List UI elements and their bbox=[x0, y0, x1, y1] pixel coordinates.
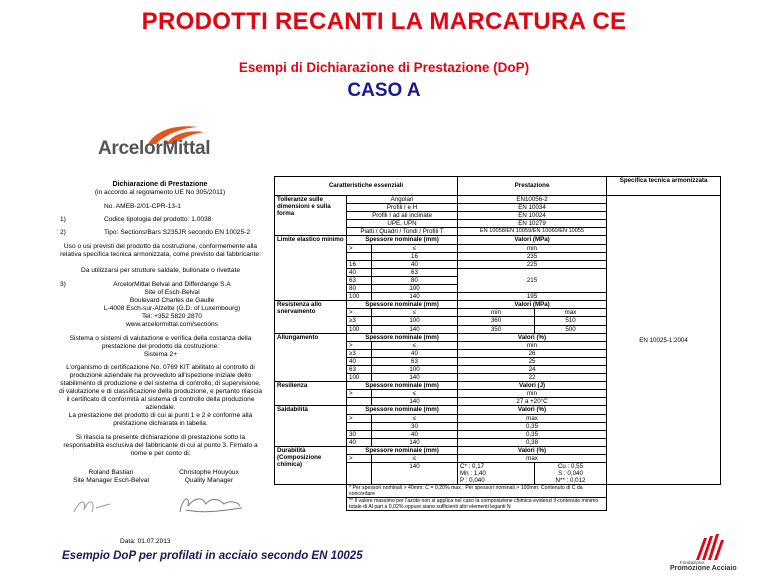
yield-from: 63 bbox=[347, 276, 372, 284]
yield-value: 215 bbox=[458, 268, 607, 292]
elongation-value: 26 bbox=[458, 349, 607, 357]
intended-use: Uso o usi previsti del prodotto da costruzione, conformemente alla relativa specifica tecnica armonizzata, come previsto dal fabbricante: bbox=[60, 243, 261, 258]
manufacturer-line: L-4008 Esch-sur-Alzette (G.D. of Luxembourg) bbox=[103, 305, 241, 312]
spec-value: EN 10025-1:2004 bbox=[607, 196, 721, 485]
signer-1 bbox=[62, 469, 160, 485]
elongation-from: 63 bbox=[347, 365, 372, 373]
resilience-from bbox=[347, 398, 372, 406]
thickness-le: ≤ bbox=[372, 455, 458, 463]
tolerance-product: Piatti / Quadri / Tondi / Profili T bbox=[347, 228, 458, 236]
composition-left bbox=[458, 463, 535, 485]
elongation-from: 100 bbox=[347, 374, 372, 382]
manufacturer-line: Boulevard Charles de Gaulle bbox=[129, 297, 215, 304]
declaration-title: Dichiarazione di Prestazione bbox=[112, 181, 208, 188]
weld-value: 0,35 bbox=[458, 422, 607, 430]
value-max: max bbox=[458, 414, 607, 422]
composition-c: C* : 0,17 bbox=[460, 463, 485, 471]
header-spec: Specifica tecnica armonizzata bbox=[607, 177, 721, 196]
resilience-to: 140 bbox=[372, 398, 458, 406]
tolerance-standard: EN10056-2 bbox=[458, 196, 607, 204]
thickness-header: Spessore nominale (mm) bbox=[347, 301, 458, 309]
durability-from bbox=[347, 463, 372, 485]
intended-use-line: Da utilizzarsi per strutture saldate, bullonate o rivettate bbox=[80, 267, 241, 274]
resilience-label: Resilienza bbox=[275, 382, 347, 406]
elongation-to: 63 bbox=[372, 357, 458, 365]
resilience-value: 27 a +20°C bbox=[458, 398, 607, 406]
elongation-from: ≥3 bbox=[347, 349, 372, 357]
steel-stripes-icon bbox=[690, 534, 730, 560]
yield-to: 100 bbox=[372, 285, 458, 293]
assessment-system: Sistema o sistemi di valutazione e verifica della costanza della prestazione del prodotto da costruzione: bbox=[69, 335, 252, 350]
product-code: Codice tipologia del prodotto: 1.0038 bbox=[104, 216, 212, 223]
tolerance-product: Angolari bbox=[347, 196, 458, 204]
fpa-line-2: Promozione Acciaio bbox=[670, 565, 737, 572]
tensile-max: 500 bbox=[535, 325, 607, 333]
tolerance-standard: EN 10024 bbox=[458, 212, 607, 220]
slide-caption: Esempio DoP per profilati in acciaio secondo EN 10025 bbox=[62, 550, 363, 562]
elongation-from: 40 bbox=[347, 357, 372, 365]
weldability-label: Saldabilità bbox=[275, 406, 347, 446]
manufacturer-line: ArcelorMittal Belval and Differdange S.A bbox=[113, 281, 231, 288]
weld-from: 40 bbox=[347, 438, 372, 446]
thickness-header: Spessore nominale (mm) bbox=[347, 406, 458, 414]
yield-to: 40 bbox=[372, 260, 458, 268]
values-header: Valori (%) bbox=[458, 446, 607, 454]
tolerance-product: Profili I e H bbox=[347, 204, 458, 212]
weld-to: 140 bbox=[372, 438, 458, 446]
yield-from: 16 bbox=[347, 260, 372, 268]
conformity-statement: La prestazione del prodotto di cui ai punti 1 e 2 è conforme alla prestazione dichiarata in tabella. bbox=[68, 412, 253, 427]
value-max: max bbox=[535, 309, 607, 317]
signer-1-name: Roland Bastian bbox=[88, 469, 134, 476]
elongation-value: 25 bbox=[458, 357, 607, 365]
case-title: CASO A bbox=[347, 80, 421, 101]
signer-2 bbox=[160, 469, 258, 485]
yield-label: Limite elastico minimo bbox=[275, 236, 347, 301]
notified-body: L'organismo di certificazione No. 0769 KIT abilitato al controllo di produzione aziendale ha provveduto all'ispezione iniziale dello stabilimento di produzione e del sistema di controllo, di supervisione, di valutazione e di classificazione della produzione, e pertanto rilascia il certificato di conformità al sistema di controllo della produzione aziendale. bbox=[58, 364, 263, 411]
tensile-to: 140 bbox=[372, 325, 458, 333]
thickness-gt: > bbox=[347, 390, 372, 398]
thickness-gt: > bbox=[347, 309, 372, 317]
thickness-gt: > bbox=[347, 341, 372, 349]
values-header: Valori (MPa) bbox=[458, 236, 607, 244]
yield-value: 235 bbox=[458, 252, 607, 260]
declaration-date: Data: 01.07.2013 bbox=[120, 538, 171, 545]
tensile-to: 100 bbox=[372, 317, 458, 325]
yield-to: 140 bbox=[372, 293, 458, 301]
elongation-label: Allungamento bbox=[275, 333, 347, 382]
elongation-to: 40 bbox=[372, 349, 458, 357]
composition-s: S : 0,040 bbox=[558, 470, 583, 478]
thickness-le: ≤ bbox=[372, 244, 458, 252]
yield-from: 80 bbox=[347, 285, 372, 293]
page-subtitle: Esempi di Dichiarazione di Prestazione (DoP) bbox=[238, 60, 530, 75]
signer-2-role: Quality Manager bbox=[184, 477, 234, 484]
value-min: min bbox=[458, 341, 607, 349]
composition-right bbox=[535, 463, 607, 485]
note-2: ** Il valore massimo per l'azoto non si applica nel caso la composizione chimica evidenzi il contenuto minimo totale di Al pari a 0,02% oppure siano sufficienti altri elementi leganti N bbox=[347, 498, 607, 511]
yield-from: 100 bbox=[347, 293, 372, 301]
performance-table bbox=[274, 176, 720, 529]
manufacturer-line: Site of Esch-Belval bbox=[144, 289, 200, 296]
value-max: max bbox=[458, 455, 607, 463]
signature-1-icon bbox=[70, 490, 120, 520]
thickness-gt: > bbox=[347, 414, 372, 422]
composition-n: N** : 0,012 bbox=[555, 477, 586, 485]
header-characteristics: Caratteristiche essenziali bbox=[275, 177, 458, 196]
manufacturer-line: www.arcelormittal.com/sections bbox=[126, 321, 218, 328]
thickness-header: Spessore nominale (mm) bbox=[347, 446, 458, 454]
composition-mn: Mn : 1,40 bbox=[460, 470, 486, 478]
signer-1-role: Site Manager Esch-Belval bbox=[73, 477, 149, 484]
responsibility-statement: Si rilascia la presente dichiarazione di prestazione sotto la responsabilità esclusiva del fabbricante di cui al punto 3. Firmato a nome e per conto di: bbox=[63, 434, 258, 457]
thickness-le: ≤ bbox=[372, 341, 458, 349]
tolerance-standard: EN 10279 bbox=[458, 220, 607, 228]
weld-from bbox=[347, 422, 372, 430]
yield-to: 16 bbox=[372, 252, 458, 260]
tensile-min: 350 bbox=[458, 325, 535, 333]
yield-to: 63 bbox=[372, 268, 458, 276]
header-performance: Prestazione bbox=[458, 177, 607, 196]
elongation-to: 140 bbox=[372, 374, 458, 382]
company-logo-text: ArcelorMittal bbox=[98, 138, 211, 159]
yield-value: 195 bbox=[458, 293, 607, 301]
yield-from bbox=[347, 252, 372, 260]
composition-cu: Cu : 0,55 bbox=[557, 463, 584, 471]
fpa-line-1: Fondazione bbox=[680, 560, 705, 565]
signature-2-icon bbox=[176, 488, 246, 520]
value-min: min bbox=[458, 244, 607, 252]
yield-from: 40 bbox=[347, 268, 372, 276]
tolerance-standard: EN 10058/EN 10059/EN 10060/EN 10055 bbox=[458, 228, 607, 236]
declaration-regulation: (in accordo al regolamento UE No 305/2011) bbox=[94, 189, 226, 196]
yield-value: 225 bbox=[458, 260, 607, 268]
thickness-header: Spessore nominale (mm) bbox=[347, 333, 458, 341]
tolerance-product: Profili I ad ali inclinate bbox=[347, 212, 458, 220]
elongation-to: 100 bbox=[372, 365, 458, 373]
tensile-from: 100 bbox=[347, 325, 372, 333]
item-number-1: 1) bbox=[60, 216, 66, 223]
values-header: Valori (MPa) bbox=[458, 301, 607, 309]
thickness-gt: > bbox=[347, 244, 372, 252]
value-min: min bbox=[458, 390, 607, 398]
fondazione-promozione-acciaio-logo-icon bbox=[660, 534, 737, 574]
weld-to: 30 bbox=[372, 422, 458, 430]
values-header: Valori (J) bbox=[458, 382, 607, 390]
weld-to: 40 bbox=[372, 430, 458, 438]
tensile-min: 360 bbox=[458, 317, 535, 325]
tolerances-label: Tolleranze sulle dimensioni e sulla forma bbox=[275, 196, 347, 236]
weld-value: 0,35 bbox=[458, 430, 607, 438]
value-min: min bbox=[458, 309, 535, 317]
weld-value: 0,38 bbox=[458, 438, 607, 446]
manufacturer-address bbox=[92, 281, 252, 329]
manufacturer-line: Tel: +352 5820 2870 bbox=[142, 313, 202, 320]
item-number-3: 3) bbox=[60, 281, 66, 288]
tolerance-standard: EN 10034 bbox=[458, 204, 607, 212]
elongation-value: 24 bbox=[458, 365, 607, 373]
thickness-gt: > bbox=[347, 455, 372, 463]
durability-label: Durabilità (Composizione chimica) bbox=[275, 446, 347, 484]
tolerance-product: UPE, UPN bbox=[347, 220, 458, 228]
item-number-2: 2) bbox=[60, 229, 66, 236]
tensile-from: ≥3 bbox=[347, 317, 372, 325]
note-1: * Per spessori nominali > 40mm: C = 0,20% max ; Per spessori nominali > 100mm: Contenuto di C da concordare bbox=[347, 485, 607, 498]
durability-to: 140 bbox=[372, 463, 458, 485]
values-header: Valori (%) bbox=[458, 406, 607, 414]
signer-2-name: Christophe Houyoux bbox=[179, 469, 239, 476]
declaration-number: No. AMEB-2/01-CPR-13-1 bbox=[104, 203, 181, 210]
thickness-header: Spessore nominale (mm) bbox=[347, 382, 458, 390]
thickness-header: Spessore nominale (mm) bbox=[347, 236, 458, 244]
elongation-value: 22 bbox=[458, 374, 607, 382]
tensile-max: 510 bbox=[535, 317, 607, 325]
product-type: Tipo: Sections/Bars S235JR secondo EN 10025-2 bbox=[104, 229, 250, 236]
thickness-le: ≤ bbox=[372, 390, 458, 398]
yield-to: 80 bbox=[372, 276, 458, 284]
thickness-le: ≤ bbox=[372, 309, 458, 317]
composition-p: P : 0,040 bbox=[460, 477, 485, 485]
weld-from: 30 bbox=[347, 430, 372, 438]
page-title: PRODOTTI RECANTI LA MARCATURA CE bbox=[141, 8, 627, 35]
thickness-le: ≤ bbox=[372, 414, 458, 422]
assessment-system-value: Sistema 2+ bbox=[143, 351, 178, 358]
tensile-label: Resistenza allo snervamento bbox=[275, 301, 347, 333]
values-header: Valori (%) bbox=[458, 333, 607, 341]
